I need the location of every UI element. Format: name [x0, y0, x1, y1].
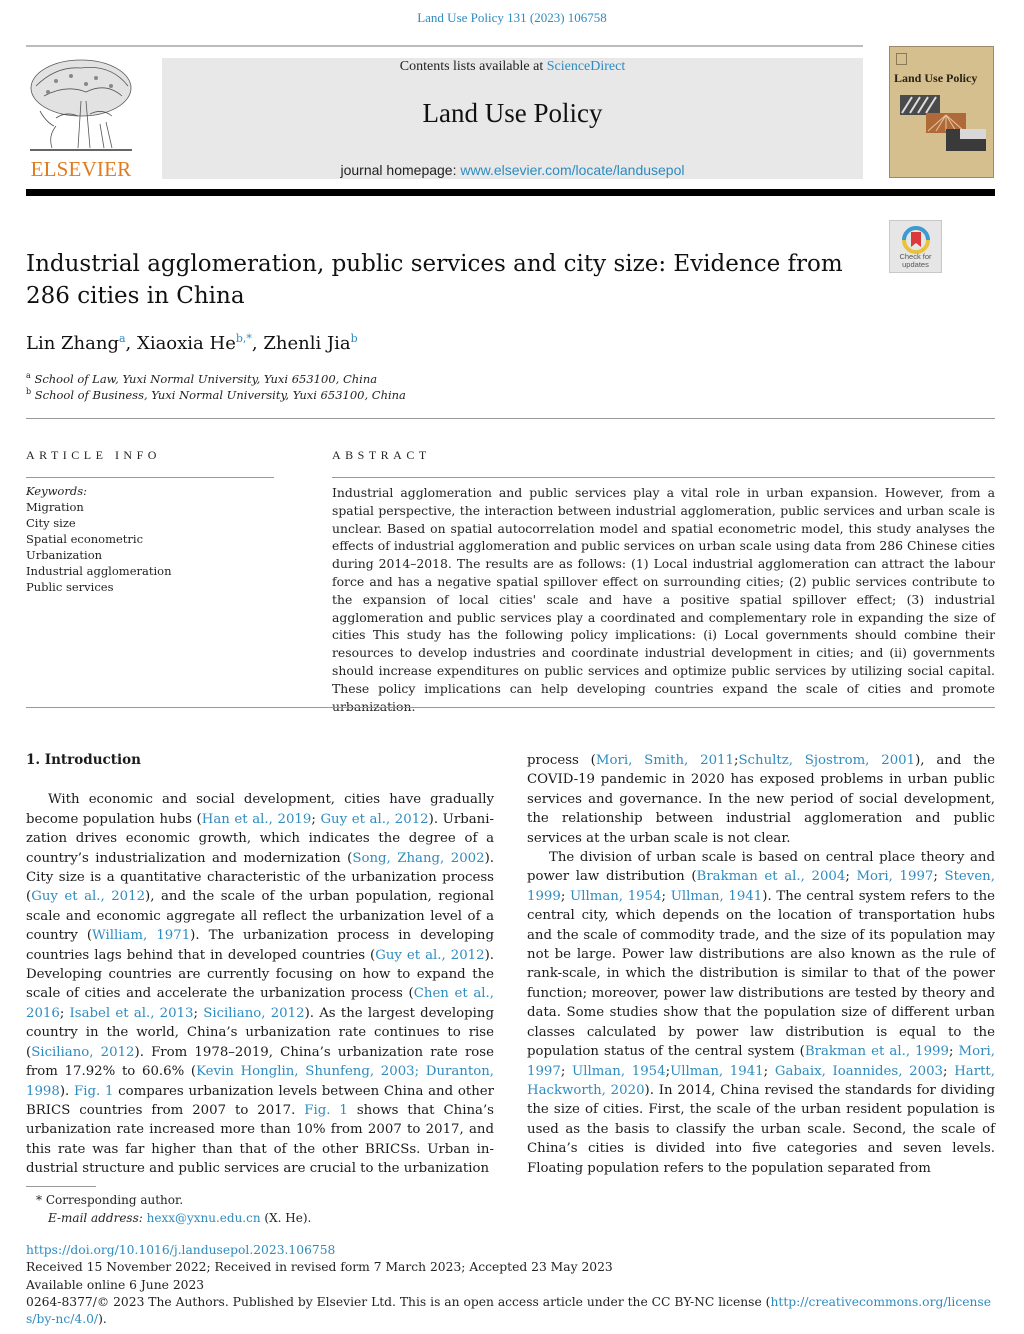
- license-suffix: ).: [98, 1312, 107, 1326]
- article-info-heading: ARTICLE INFO: [26, 448, 161, 462]
- citation-link[interactable]: Fig. 1: [304, 1102, 348, 1118]
- citation-link[interactable]: Kevin Honglin, Shunfeng, 2003; Duranton, 1998: [26, 1064, 495, 1099]
- citation-link[interactable]: Chen et al., 2016: [26, 986, 494, 1021]
- homepage-prefix: journal homepage:: [340, 162, 461, 178]
- crossmark-label-line-2: updates: [902, 260, 929, 269]
- divider: [26, 477, 274, 478]
- citation-link[interactable]: Isabel et al., 2013: [69, 1005, 194, 1021]
- keyword: Spatial econometric: [26, 532, 144, 546]
- elsevier-tree-icon: [26, 56, 136, 156]
- citation-link[interactable]: Song, Zhang, 2002: [352, 850, 485, 866]
- affiliation-text: School of Law, Yuxi Normal University, Yuxi 653100, China: [34, 371, 378, 386]
- affiliation-marker: b: [26, 387, 32, 396]
- divider: [26, 707, 995, 708]
- keyword: City size: [26, 516, 76, 530]
- citation-link[interactable]: Siciliano, 2012: [203, 1005, 305, 1021]
- author-affiliation-link[interactable]: b,*: [235, 332, 252, 345]
- crossmark-label: [890, 253, 941, 269]
- citation-link[interactable]: Fig. 1: [74, 1083, 114, 1099]
- citation-link[interactable]: Guy et al., 2012: [375, 947, 485, 963]
- divider: [26, 418, 995, 419]
- elsevier-logo[interactable]: [26, 56, 136, 182]
- footnote-marker: *: [36, 1193, 42, 1207]
- footnote-text: Corresponding author.: [45, 1193, 184, 1207]
- elsevier-wordmark: ELSEVIER: [30, 157, 132, 181]
- citation-link[interactable]: Ullman, 1941: [670, 1063, 764, 1079]
- check-for-updates-button[interactable]: [889, 220, 942, 273]
- contents-line: [162, 59, 863, 75]
- abstract-heading: ABSTRACT: [332, 448, 431, 462]
- keywords-label: Keywords:: [26, 484, 87, 498]
- citation-link[interactable]: Ullman, 1941: [670, 888, 763, 904]
- header-thick-rule: [26, 189, 995, 196]
- cover-photo-collage-icon: [900, 95, 986, 151]
- author-name: Lin Zhang: [26, 333, 119, 354]
- crossmark-icon: [901, 225, 931, 255]
- citation-link[interactable]: Gabaix, Ioannides, 2003: [774, 1063, 944, 1079]
- email-suffix: (X. He).: [260, 1211, 312, 1225]
- license-text: 0264-8377/© 2023 The Authors. Published by Elsevier Ltd. This is an open access article under the CC BY-NC license (: [26, 1295, 771, 1309]
- sciencedirect-link[interactable]: ScienceDirect: [546, 59, 626, 74]
- license-line: [26, 1294, 996, 1328]
- received-dates: Received 15 November 2022; Received in revised form 7 March 2023; Accepted 23 May 2023: [26, 1260, 613, 1274]
- affiliation-text: School of Business, Yuxi Normal University, Yuxi 653100, China: [34, 387, 406, 402]
- journal-cover[interactable]: [889, 46, 994, 178]
- keyword: Migration: [26, 500, 84, 514]
- affiliation: [26, 387, 406, 402]
- header-rule: [26, 45, 863, 47]
- citation-link[interactable]: Mori, 1997: [856, 869, 934, 885]
- body-column-left: [26, 751, 494, 1179]
- citation-link[interactable]: Brakman et al., 1999: [804, 1044, 949, 1060]
- citation-link[interactable]: Mori, Smith, 2011: [595, 753, 734, 768]
- citation-link[interactable]: Guy et al., 2012: [320, 811, 429, 827]
- citation-link[interactable]: Ullman, 1954: [572, 1063, 666, 1079]
- journal-reference[interactable]: Land Use Policy 131 (2023) 106758: [417, 10, 607, 25]
- journal-title: Land Use Policy: [422, 98, 603, 128]
- cover-title: Land Use Policy: [894, 71, 978, 85]
- author-list: Lin Zhang$^a$, Xiaoxia $He^{b,*}$, Zhenli Jia$^b$: [26, 332, 358, 354]
- citation-link[interactable]: Mori, 1997: [527, 1044, 995, 1079]
- citation-link[interactable]: Brakman et al., 2004: [696, 869, 846, 885]
- citation-link[interactable]: Schultz, Sjostrom, 2001: [738, 753, 916, 768]
- citation-link[interactable]: Guy et al., 2012: [31, 889, 146, 905]
- homepage-line: [162, 162, 863, 178]
- citation-link[interactable]: Siciliano, 2012: [31, 1044, 135, 1060]
- citation-link[interactable]: William, 1971: [92, 928, 191, 944]
- keywords-list: [26, 483, 171, 595]
- citation-link[interactable]: Steven, 1999: [527, 869, 995, 904]
- citation-link[interactable]: Han et al., 2019: [201, 811, 312, 827]
- homepage-link[interactable]: www.elsevier.com/locate/landusepol: [460, 162, 685, 178]
- keyword: Urbanization: [26, 548, 103, 562]
- keyword: Industrial agglomeration: [26, 564, 172, 578]
- license-link[interactable]: http://creativecommons.org/licenses/by-nc/4.0/: [26, 1295, 992, 1326]
- corresponding-author-note: [36, 1193, 183, 1207]
- doi-line: [26, 1242, 335, 1259]
- footnote-rule: [26, 1186, 96, 1187]
- crossmark-label-line-1: Check for: [899, 252, 932, 261]
- citation-link[interactable]: Hartt, Hackworth, 2020: [527, 1063, 995, 1098]
- body-column-right: [527, 751, 995, 1178]
- keyword: Public services: [26, 580, 114, 594]
- contents-prefix: Contents lists available at: [399, 59, 547, 74]
- author-name: Zhenli Jia: [263, 333, 351, 354]
- citation-link[interactable]: Ullman, 1954: [570, 888, 662, 904]
- email-label: E-mail address:: [48, 1211, 143, 1225]
- abstract-text: Industrial agglomeration and public services play a vital role in urban expansion. However, from a spatial perspective, the interaction between industrial agglomeration, public services and urban scale is unclear. Based on spatial autocorrelation model and spatial econometric model, this study analyses the effects of industrial agglomeration and public services on urban scale using data from 286 Chinese cities during 2014–2018. The results are as follows: (1) Local industrial agglomeration can attract the labour force and has a negative spatial spillover effect on surrounding cities; (2) public services contribute to the expansion of local cities' scale and have a positive spatial spillover effect; (3) industrial agglomeration and public services play a coordinated and complementary role in expanding the size of cities This study has the following policy implications: (i) Local governments should combine their resources to develop industries and coordinate industrial development in cities; and (ii) governments should increase expenditures on public services and optimize public services by utilizing social capital. These policy implications can help developing countries expand the scale of cities and promote: [332, 485, 995, 696]
- affiliation-marker: a: [26, 371, 31, 380]
- author-affiliation-link[interactable]: a: [118, 332, 126, 345]
- author-affiliation-link[interactable]: b: [350, 332, 358, 345]
- available-online: Available online 6 June 2023: [26, 1278, 205, 1292]
- email-note: [48, 1211, 311, 1225]
- divider: [332, 477, 995, 478]
- doi-link[interactable]: https://doi.org/10.1016/j.landusepol.2023.106758: [26, 1243, 336, 1257]
- body-paragraph: With economic and social development, cities have gradually become population hubs (Han et al., 2019; Guy et al., 2012). Urbanization drives economic growth, which indicates the degree of a country’s industrialization and modernization (Song, Zhang, 2002). City size is a quantitative characteristic of the urbanization process (Guy et al., 2012), and the scale of the urban population, regional scale and economic aggregate all reflect the urbanization level of a country (William, 1971). The urbanization process in developing countries lags behind that in developed countries (Guy et al., 2012). Developing countries are currently focusing on how to expand the scale of cities and accelerate the urbanization process (Chen et al., 2016; Isabel et al., 2013; Siciliano, 2012). As the largest developing country in the world, China’s urbanization rate continues to rise (Siciliano, 2012). From 1978–2019, China’s urbanization rate rose from 17.92% to 60.6% (Kevin Honglin, Shunfeng, 2003; Duranton, 1998). Fig. 1 compares urbanization levels between China and other BRICS countries from 2007 to 2017. Fig. 1 shows that China’s urbanization rate increased more than 10% from 2007 to 2017, and this rate was far higher than that of the other BRICSs. Urban industrial structure and public services are crucial to the urbanization: [26, 792, 495, 1177]
- email-link[interactable]: hexx@yxnu.edu.cn: [146, 1211, 261, 1225]
- cover-elsevier-icon: [896, 53, 907, 65]
- body-paragraph: The division of urban scale is based on central place theory and power law distribution (Brakman et al., 2004; Mori, 1997; Steven, 1999; Ullman, 1954; Ullman, 1941). The central system refers to the central city, which depends on the location of transportation hubs and the scale of commodity trade, and the size of its population may not be large. Power law distributions are also known as the rule of rank-scale, in which the distribution is similar to that of the power function; moreover, power law distributions are tested by theory and data. Some studies show that the population size of different urban classes calculated by power law distribution is equal to the population status of the central system (Brakman et al., 1999; Mori, 1997; Ullman, 1954;Ullman, 1941; Gabaix, Ioannides, 2003; Hartt, Hackworth, 2020). In 2014, China revised the standards for dividing the size of cities. First, the scale of the urban resident population is used as the basis to classify the urban scale. Second, the scale of China’s cities is divided into five categories and seven levels. Floating population refers to the population separated from: [527, 850, 996, 1176]
- affiliation: [26, 371, 377, 386]
- body-paragraph: process (Mori, Smith, 2011;Schultz, Sjostrom, 2001), and the COVID-19 pandemic in 2020 has exposed problems in urban public services and governance. In the new period of social development, the relationship between industrial agglomeration and public services at the urban scale is not clear.: [527, 753, 995, 846]
- section-title: 1. Introduction: [26, 752, 141, 768]
- article-title: Industrial agglomeration, public services and city size: Evidence from 286 cities in China: [26, 251, 843, 309]
- author-name: Xiaoxia He: [137, 333, 236, 354]
- journal-banner: [162, 58, 863, 179]
